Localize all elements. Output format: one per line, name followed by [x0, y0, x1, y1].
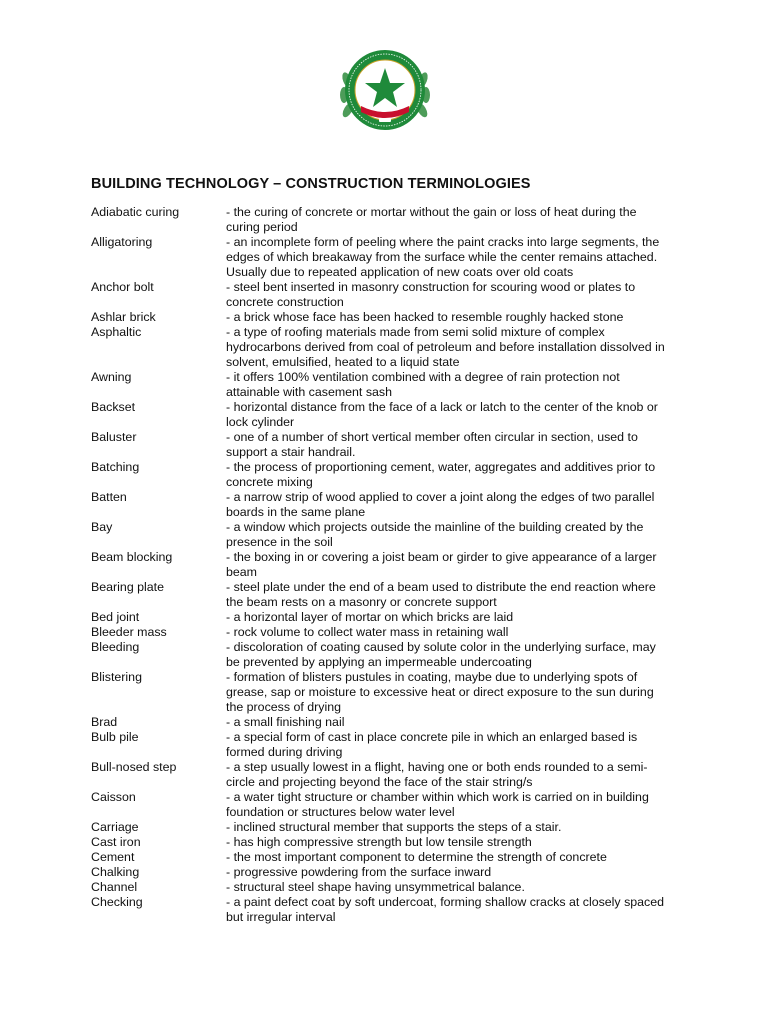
term-name: Chalking [91, 865, 140, 879]
seal-icon [335, 40, 435, 140]
term-definition: - a brick whose face has been hacked to resemble roughly hacked stone [226, 310, 624, 324]
term-name: Awning [91, 370, 132, 384]
term-definition: - a special form of cast in place concrete pile in which an enlarged based is formed during driving [226, 730, 638, 759]
term-entry [91, 640, 691, 670]
term-name: Baluster [91, 430, 137, 444]
term-name: Brad [91, 715, 118, 729]
term-definition: - structural steel shape having unsymmetrical balance. [226, 880, 525, 894]
term-definition: - a narrow strip of wood applied to cover a joint along the edges of two parallel boards in the same plane [226, 490, 655, 519]
term-name: Batching [91, 460, 140, 474]
term-name: Bed joint [91, 610, 140, 624]
term-entry [91, 610, 691, 625]
term-entry [91, 865, 691, 880]
term-definition: - one of a number of short vertical member often circular in section, used to support a stair handrail. [226, 430, 638, 459]
term-entry [91, 325, 691, 370]
term-name: Ashlar brick [91, 310, 156, 324]
term-entry [91, 280, 691, 310]
term-name: Bearing plate [91, 580, 165, 594]
term-entry [91, 835, 691, 850]
term-definition: - progressive powdering from the surface inward [226, 865, 492, 879]
term-entry [91, 820, 691, 835]
term-entry [91, 205, 691, 235]
term-definition: - the curing of concrete or mortar without the gain or loss of heat during the curing period [226, 205, 637, 234]
term-entry [91, 460, 691, 490]
term-entry [91, 520, 691, 550]
term-entry [91, 715, 691, 730]
term-definition: - has high compressive strength but low tensile strength [226, 835, 532, 849]
term-definition: - a type of roofing materials made from semi solid mixture of complex hydrocarbons derived from coal of petroleum and before installation dissolved in solvent, emulsified, heated to a liquid state [226, 325, 665, 369]
term-name: Anchor bolt [91, 280, 154, 294]
term-definition: - rock volume to collect water mass in retaining wall [226, 625, 509, 639]
term-definition: - the most important component to determine the strength of concrete [226, 850, 607, 864]
term-entry [91, 880, 691, 895]
term-name: Batten [91, 490, 127, 504]
term-definition: - a paint defect coat by soft undercoat, forming shallow cracks at closely spaced but irregular interval [226, 895, 665, 924]
term-entry [91, 670, 691, 715]
term-entry [91, 430, 691, 460]
term-definition: - horizontal distance from the face of a lack or latch to the center of the knob or lock cylinder [226, 400, 658, 429]
term-definition: - discoloration of coating caused by solute color in the underlying surface, may be prevented by applying an impermeable undercoating [226, 640, 656, 669]
term-name: Bulb pile [91, 730, 139, 744]
term-name: Bleeder mass [91, 625, 167, 639]
term-name: Channel [91, 880, 138, 894]
term-definition: - a small finishing nail [226, 715, 345, 729]
term-entry [91, 625, 691, 640]
term-definition: - steel plate under the end of a beam used to distribute the end reaction where the beam rests on a masonry or concrete support [226, 580, 656, 609]
term-definition: - a step usually lowest in a flight, having one or both ends rounded to a semi-circle and projecting beyond the face of the stair string/s [226, 760, 648, 789]
term-name: Cast iron [91, 835, 141, 849]
term-definition: - it offers 100% ventilation combined with a degree of rain protection not attainable with casement sash [226, 370, 620, 399]
university-seal-logo [335, 40, 435, 140]
term-name: Backset [91, 400, 136, 414]
term-entry [91, 310, 691, 325]
term-definition: - the boxing in or covering a joist beam or girder to give appearance of a larger beam [226, 550, 657, 579]
term-name: Bull-nosed step [91, 760, 177, 774]
term-entry [91, 370, 691, 400]
term-name: Checking [91, 895, 143, 909]
term-name: Blistering [91, 670, 142, 684]
term-definition: - inclined structural member that supports the steps of a stair. [226, 820, 562, 834]
term-name: Alligatoring [91, 235, 153, 249]
term-entry [91, 850, 691, 865]
term-entry [91, 895, 691, 925]
term-entry [91, 730, 691, 760]
term-entry [91, 760, 691, 790]
term-definition: - a window which projects outside the mainline of the building created by the presence in the soil [226, 520, 644, 549]
term-entry [91, 550, 691, 580]
term-name: Beam blocking [91, 550, 173, 564]
document-title: BUILDING TECHNOLOGY – CONSTRUCTION TERMINOLOGIES [91, 176, 531, 192]
term-definition: - formation of blisters pustules in coating, maybe due to underlying spots of grease, sap or moisture to excessive heat or direct exposure to the sun during the process of drying [226, 670, 654, 714]
term-entry [91, 790, 691, 820]
term-entry [91, 580, 691, 610]
term-definition: - steel bent inserted in masonry construction for scouring wood or plates to concrete construction [226, 280, 636, 309]
term-name: Cement [91, 850, 135, 864]
term-entry [91, 235, 691, 280]
term-definition: - the process of proportioning cement, water, aggregates and additives prior to concrete mixing [226, 460, 656, 489]
term-name: Carriage [91, 820, 139, 834]
term-definition: - an incomplete form of peeling where the paint cracks into large segments, the edges of which breakaway from the surface while the center remains attached. Usually due to repeated application of new coats over old coats [226, 235, 660, 279]
term-definition: - a horizontal layer of mortar on which bricks are laid [226, 610, 514, 624]
term-name: Caisson [91, 790, 136, 804]
term-name: Asphaltic [91, 325, 142, 339]
term-definition: - a water tight structure or chamber within which work is carried on in building foundation or structures below water level [226, 790, 649, 819]
term-name: Bay [91, 520, 113, 534]
term-entry [91, 400, 691, 430]
terminology-list [91, 205, 691, 925]
term-entry [91, 490, 691, 520]
term-name: Adiabatic curing [91, 205, 180, 219]
term-name: Bleeding [91, 640, 140, 654]
